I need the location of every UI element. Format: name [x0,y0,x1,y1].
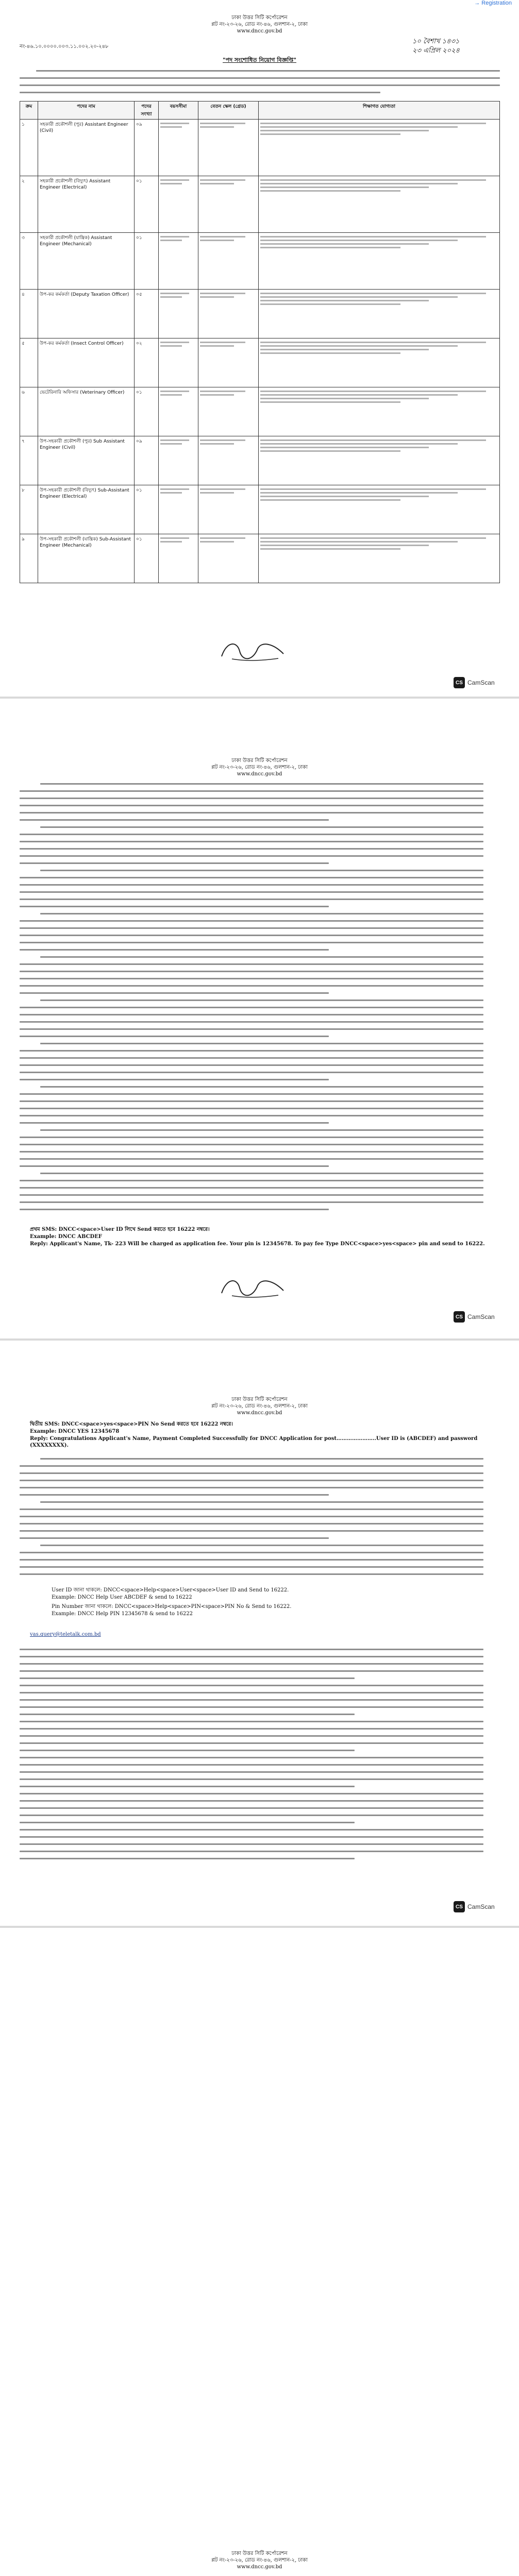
cell-scale [198,120,259,176]
sms-step-2: দ্বিতীয় SMS: DNCC<space>yes<space>PIN No Send করতে হবে 16222 নম্বরে। [30,1421,233,1427]
cell-age [159,387,198,436]
cell-count: ০১ [135,485,159,534]
cell-scale [198,436,259,485]
org-name-4: ঢাকা উত্তর সিটি কর্পোরেশন [231,2551,288,2556]
cell-serial: ৫ [20,338,38,387]
table-row [20,233,500,290]
page-divider [0,1926,519,1928]
table-row [20,120,500,176]
date-bangla: ১০ বৈশাখ ১৪৩১ [412,38,460,45]
org-website: www.dncc.gov.bd [237,28,282,34]
camscan-logo-icon: CS [454,677,465,688]
cell-scale [198,233,259,290]
cell-scale [198,387,259,436]
org-name-2: ঢাকা উত্তর সিটি কর্পোরেশন [231,758,288,764]
cell-scale [198,485,259,534]
cell-count: ০১ [135,233,159,290]
cell-qualification [259,534,500,583]
cell-post-name: সহকারী প্রকৌশলী (বিদ্যুৎ) Assistant Engineer (Electrical) [38,176,135,233]
cell-age [159,290,198,338]
cell-age [159,485,198,534]
memo-number: নং-৪৬.১০.০০০০.০০৩.১১.০০২.২০-২৪৮ [20,44,109,49]
cell-post-name: উপ-কর কর্মকর্তা (Insect Control Officer) [38,338,135,387]
table-row [20,290,500,338]
posts-table [20,101,500,583]
cell-serial: ৮ [20,485,38,534]
camscan-label: CamScan [467,1903,495,1910]
col-header-age: বয়সসীমা [159,101,198,120]
signature-page-2 [216,1273,289,1303]
table-header-row [20,101,500,120]
cell-count: ০৯ [135,120,159,176]
help-user-id: User ID জানা থাকলে: DNCC<space>Help<space>User<space>User ID and Send to 16222. [52,1587,289,1593]
org-address-3: প্লট নং-২৩-২৬, রোড নং-৪৬, গুলশান-২, ঢাকা [211,1403,308,1409]
cell-count: ০২ [135,338,159,387]
registration-tag[interactable]: → Registration [474,0,512,6]
cell-age [159,120,198,176]
cell-count: ০৫ [135,290,159,338]
cell-age [159,338,198,387]
help-user-id-example: Example: DNCC Help User ABCDEF & send to 16222 [52,1595,192,1600]
page-2 [0,752,519,1329]
page-1-header [0,14,519,35]
col-header-scale: বেতন স্কেল (গ্রেড) [198,101,259,120]
page-1 [0,7,519,692]
table-row [20,534,500,583]
org-website-4: www.dncc.gov.bd [237,2564,282,2570]
col-header-qualification: শিক্ষাগত যোগ্যতা [259,101,500,120]
camscan-watermark-2 [454,1311,495,1323]
cell-serial: ৪ [20,290,38,338]
table-row [20,338,500,387]
table-row [20,485,500,534]
org-name: ঢাকা উত্তর সিটি কর্পোরেশন [231,15,288,21]
cell-qualification [259,290,500,338]
org-address-4: প্লট নং-২৩-২৬, রোড নং-৪৬, গুলশান-২, ঢাকা [211,2557,308,2563]
camscan-label: CamScan [467,679,495,686]
org-website-2: www.dncc.gov.bd [237,771,282,777]
cell-post-name: উপ-সহকারী প্রকৌশলী (যান্ত্রিক) Sub-Assistant Engineer (Mechanical) [38,534,135,583]
date-english: ২৩ এপ্রিল ২০২৪ [412,47,460,55]
col-header-post: পদের নাম [38,101,135,120]
col-header-serial: ক্রম [20,101,38,120]
cell-serial: ২ [20,176,38,233]
cell-count: ০৯ [135,436,159,485]
cell-qualification [259,485,500,534]
page-4 [0,2545,519,2576]
sms-step-1: প্রথম SMS: DNCC<space>User ID লিখে Send করতে হবে 16222 নম্বরে। [30,1227,210,1232]
org-address: প্লট নং-২৩-২৬, রোড নং-৪৬, গুলশান-২, ঢাকা [211,22,308,27]
table-row [20,436,500,485]
cell-post-name: ভেটেরিনারি অফিসার (Veterinary Officer) [38,387,135,436]
sms-step-2-reply: Reply: Congratulations Applicant's Name, Payment Completed Successfully for DNCC Application for post…………………..User ID is (ABCDEF) and password (XXXXXXXX). [30,1436,478,1448]
cell-qualification [259,387,500,436]
support-email-link[interactable]: vas.query@teletalk.com.bd [30,1632,101,1637]
cell-count: ০১ [135,534,159,583]
sms-step-2-example: Example: DNCC YES 12345678 [30,1429,120,1434]
cell-qualification [259,176,500,233]
cell-post-name: উপ-সহকারী প্রকৌশলী (বিদ্যুৎ) Sub-Assistant Engineer (Electrical) [38,485,135,534]
cell-count: ০১ [135,176,159,233]
cell-count: ০১ [135,387,159,436]
org-name-3: ঢাকা উত্তর সিটি কর্পোরেশন [231,1397,288,1402]
table-row [20,176,500,233]
cell-qualification [259,436,500,485]
org-website-3: www.dncc.gov.bd [237,1410,282,1416]
cell-post-name: সহকারী প্রকৌশলী (পুর) Assistant Engineer (Civil) [38,120,135,176]
camscan-watermark-3 [454,1901,495,1912]
sms-step-1-example: Example: DNCC ABCDEF [30,1234,102,1240]
cell-post-name: উপ-সহকারী প্রকৌশলী (পুর) Sub Assistant Engineer (Civil) [38,436,135,485]
camscan-label: CamScan [467,1313,495,1320]
cell-scale [198,338,259,387]
page-4-header [0,2550,519,2570]
page-2-header [0,757,519,777]
cell-age [159,436,198,485]
cell-qualification [259,233,500,290]
cell-serial: ৬ [20,387,38,436]
sms-step-1-reply: Reply: Applicant's Name, Tk- 223 Will be charged as application fee. Your pin is 12345678. To pay fee Type DNCC<space>yes<space> pin and send to 16222. [30,1241,485,1247]
cell-scale [198,176,259,233]
notice-title: "পদ সংশোধিত নিয়োগ বিজ্ঞপ্তি" [223,57,296,63]
page-3-header [0,1396,519,1416]
cell-scale [198,534,259,583]
help-pin-example: Example: DNCC Help PIN 12345678 & send to 16222 [52,1611,193,1617]
cell-age [159,176,198,233]
cell-age [159,233,198,290]
cell-post-name: উপ-কর কর্মকর্তা (Deputy Taxation Officer) [38,290,135,338]
page-divider [0,697,519,699]
signature-page-1 [216,636,289,667]
top-strip [0,0,519,7]
camscan-watermark-1 [454,677,495,688]
cell-post-name: সহকারী প্রকৌশলী (যান্ত্রিক) Assistant Engineer (Mechanical) [38,233,135,290]
camscan-logo-icon: CS [454,1901,465,1912]
help-pin: Pin Number জানা থাকলে: DNCC<space>Help<space>PIN<space>PIN No & Send to 16222. [52,1604,292,1609]
cell-age [159,534,198,583]
col-header-count: পদের সংখ্যা [135,101,159,120]
page-divider [0,1338,519,1341]
cell-serial: ৯ [20,534,38,583]
cell-scale [198,290,259,338]
cell-serial: ৭ [20,436,38,485]
cell-serial: ৩ [20,233,38,290]
camscan-logo-icon: CS [454,1311,465,1323]
cell-qualification [259,338,500,387]
cell-serial: ১ [20,120,38,176]
cell-qualification [259,120,500,176]
page-3 [0,1391,519,1917]
table-row [20,387,500,436]
org-address-2: প্লট নং-২৩-২৬, রোড নং-৪৬, গুলশান-২, ঢাকা [211,765,308,770]
